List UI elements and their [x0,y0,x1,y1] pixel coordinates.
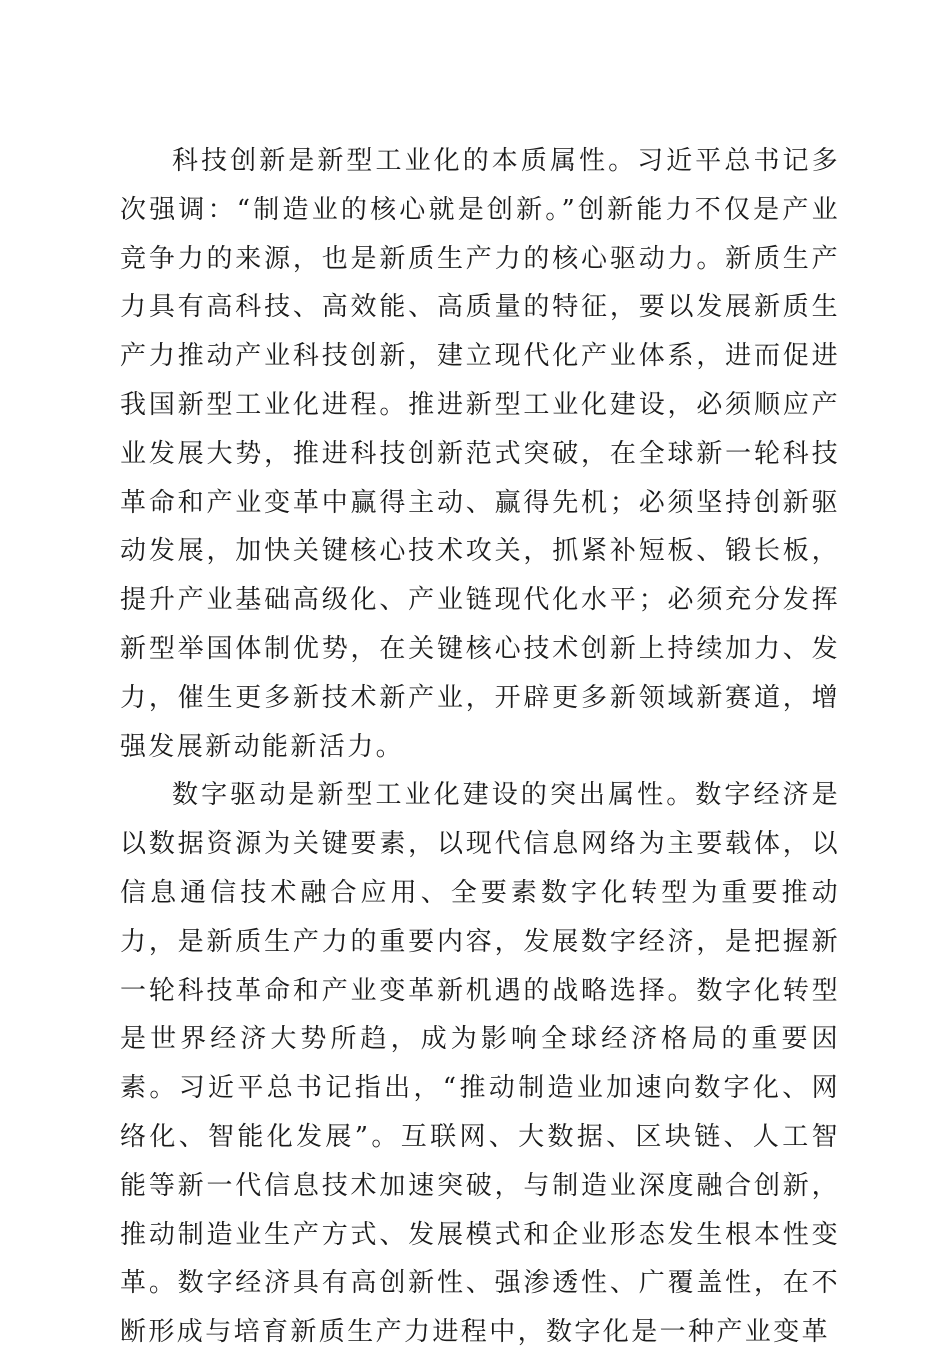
paragraph-digital-driven: 数字驱动是新型工业化建设的突出属性。数字经济是以数据资源为关键要素，以现代信息网络为主要载体，以信息通信技术融合应用、全要素数字化转型为重要推动力，是新质生产力的重要内容，发展数字经济，是把握新一轮科技革命和产业变革新机遇的战略选择。数字化转型是世界经济大势所趋，成为影响全球经济格局的重要因素。习近平总书记指出，“推动制造业加速向数字化、网络化、智能化发展”。互联网、大数据、区块链、人工智能等新一代信息技术加速突破，与制造业深度融合创新，推动制造业生产方式、发展模式和企业形态发生根本性变革。数字经济具有高创新性、强渗透性、广覆盖性，在不断形成与培育新质生产力进程中，数字化是一种产业变革 [120,780,840,1348]
document-body [120,137,840,1357]
paragraph-tech-innovation: 科技创新是新型工业化的本质属性。习近平总书记多次强调：“制造业的核心就是创新。”创新能力不仅是产业竞争力的来源，也是新质生产力的核心驱动力。新质生产力具有高科技、高效能、高质量的特征，要以发展新质生产力推动产业科技创新，建立现代化产业体系，进而促进我国新型工业化进程。推进新型工业化建设，必须顺应产业发展大势，推进科技创新范式突破，在全球新一轮科技革命和产业变革中赢得主动、赢得先机；必须坚持创新驱动发展，加快关键核心技术攻关，抓紧补短板、锻长板，提升产业基础高级化、产业链现代化水平；必须充分发挥新型举国体制优势，在关键核心技术创新上持续加力、发力，催生更多新技术新产业，开辟更多新领域新赛道，增强发展新动能新活力。 [120,146,840,762]
